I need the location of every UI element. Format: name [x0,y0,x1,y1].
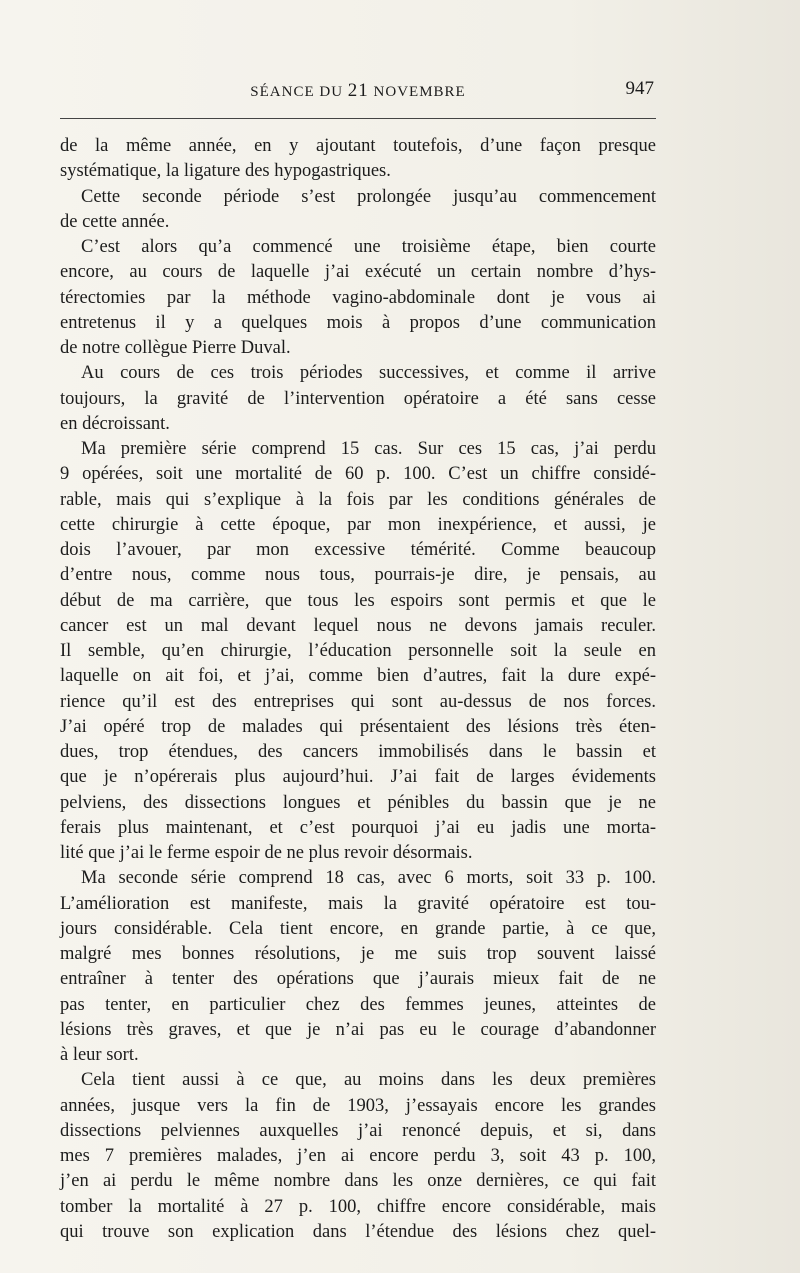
text-line: début de ma carrière, que tous les espoirs sont permis et que le [60,590,656,611]
text-line: Au cours de ces trois périodes successives, et comme il arrive [81,363,656,384]
text-line: j’en ai perdu le même nombre dans les onze dernières, ce qui fait [60,1171,656,1192]
text-line: de notre collègue Pierre Duval. [60,338,291,358]
body-text [60,134,656,1245]
text-line: cette chirurgie à cette époque, par mon inexpérience, et aussi, je [60,514,656,535]
text-line: que je n’opérerais plus aujourd’hui. J’ai fait de larges évidements [60,767,656,788]
page-header [60,78,656,102]
running-title-day: 21 [347,80,369,101]
text-line: dues, trop étendues, des cancers immobilisés dans le bassin et [60,742,656,762]
text-line: laquelle on ait foi, et j’ai, comme bien d’autres, fait la dure expé- [60,666,656,687]
text-line: Ma seconde série comprend 18 cas, avec 6 morts, soit 33 p. 100. [81,868,656,889]
text-line: Il semble, qu’en chirurgie, l’éducation personnelle soit la seule en [60,641,656,661]
text-line: pelviens, des dissections longues et pénibles du bassin que je ne [60,792,656,813]
text-line: ferais plus maintenant, et c’est pourquoi j’ai eu jadis une morta- [60,817,656,838]
text-line: tomber la mortalité à 27 p. 100, chiffre encore considérable, mais [60,1196,656,1217]
text-line: J’ai opéré trop de malades qui présentaient des lésions très éten- [60,716,656,737]
text-line: térectomies par la méthode vagino-abdominale dont je vous ai [60,287,656,308]
text-line: lité que j’ai le ferme espoir de ne plus revoir désormais. [60,843,473,863]
text-line: d’entre nous, comme nous tous, pourrais-je dire, je pensais, au [60,565,656,586]
text-line: Ma première série comprend 15 cas. Sur ces 15 cas, j’ai perdu [81,439,656,459]
text-line: Cela tient aussi à ce que, au moins dans les deux premières [81,1070,656,1091]
running-title [60,80,656,102]
text-line: entretenus il y a quelques mois à propos d’une communication [60,312,656,333]
text-line: de la même année, en y ajoutant toutefois, d’une façon presque [60,136,656,156]
text-line: lésions très graves, et que je n’ai pas eu le courage d’abandonner [60,1019,656,1040]
text-line: malgré mes bonnes résolutions, je me suis trop souvent laissé [60,944,656,964]
text-line: années, jusque vers la fin de 1903, j’essayais encore les grandes [60,1095,656,1116]
header-rule [60,118,656,119]
text-line: cancer est un mal devant lequel nous ne devons jamais reculer. [60,615,656,636]
text-line: systématique, la ligature des hypogastriques. [60,161,391,182]
text-line: de cette année. [60,211,170,232]
text-line: rable, mais qui s’explique à la fois par les conditions générales de [60,489,656,510]
text-line: rience qu’il est des entreprises qui sont au-dessus de nos forces. [60,691,656,712]
text-line: pas tenter, en particulier chez des femmes jeunes, atteintes de [60,994,656,1015]
text-line: L’amélioration est manifeste, mais la gravité opératoire est tou- [60,893,656,914]
running-title-month: NOVEMBRE [368,84,466,100]
text-line: en décroissant. [60,413,170,434]
text-line: à leur sort. [60,1045,139,1065]
text-line: encore, au cours de laquelle j’ai exécuté un certain nombre d’hys- [60,262,656,283]
text-line: Cette seconde période s’est prolongée jusqu’au commencement [81,186,656,207]
text-line: mes 7 premières malades, j’en ai encore perdu 3, soit 43 p. 100, [60,1146,656,1166]
running-title-prefix: SÉANCE DU [250,84,348,100]
text-line: toujours, la gravité de l’intervention opératoire a été sans cesse [60,388,656,409]
text-line: qui trouve son explication dans l’étendue des lésions chez quel- [60,1221,656,1242]
text-line: jours considérable. Cela tient encore, en grande partie, à ce que, [60,918,656,939]
text-line: dissections pelviennes auxquelles j’ai renoncé depuis, et si, dans [60,1120,656,1141]
text-line: C’est alors qu’a commencé une troisième étape, bien courte [81,237,656,257]
text-line: 9 opérées, soit une mortalité de 60 p. 100. C’est un chiffre considé- [60,464,656,485]
text-line: entraîner à tenter des opérations que j’aurais mieux fait de ne [60,969,656,990]
text-line: dois l’avouer, par mon excessive témérité. Comme beaucoup [60,540,656,560]
page-number: 947 [625,78,654,99]
